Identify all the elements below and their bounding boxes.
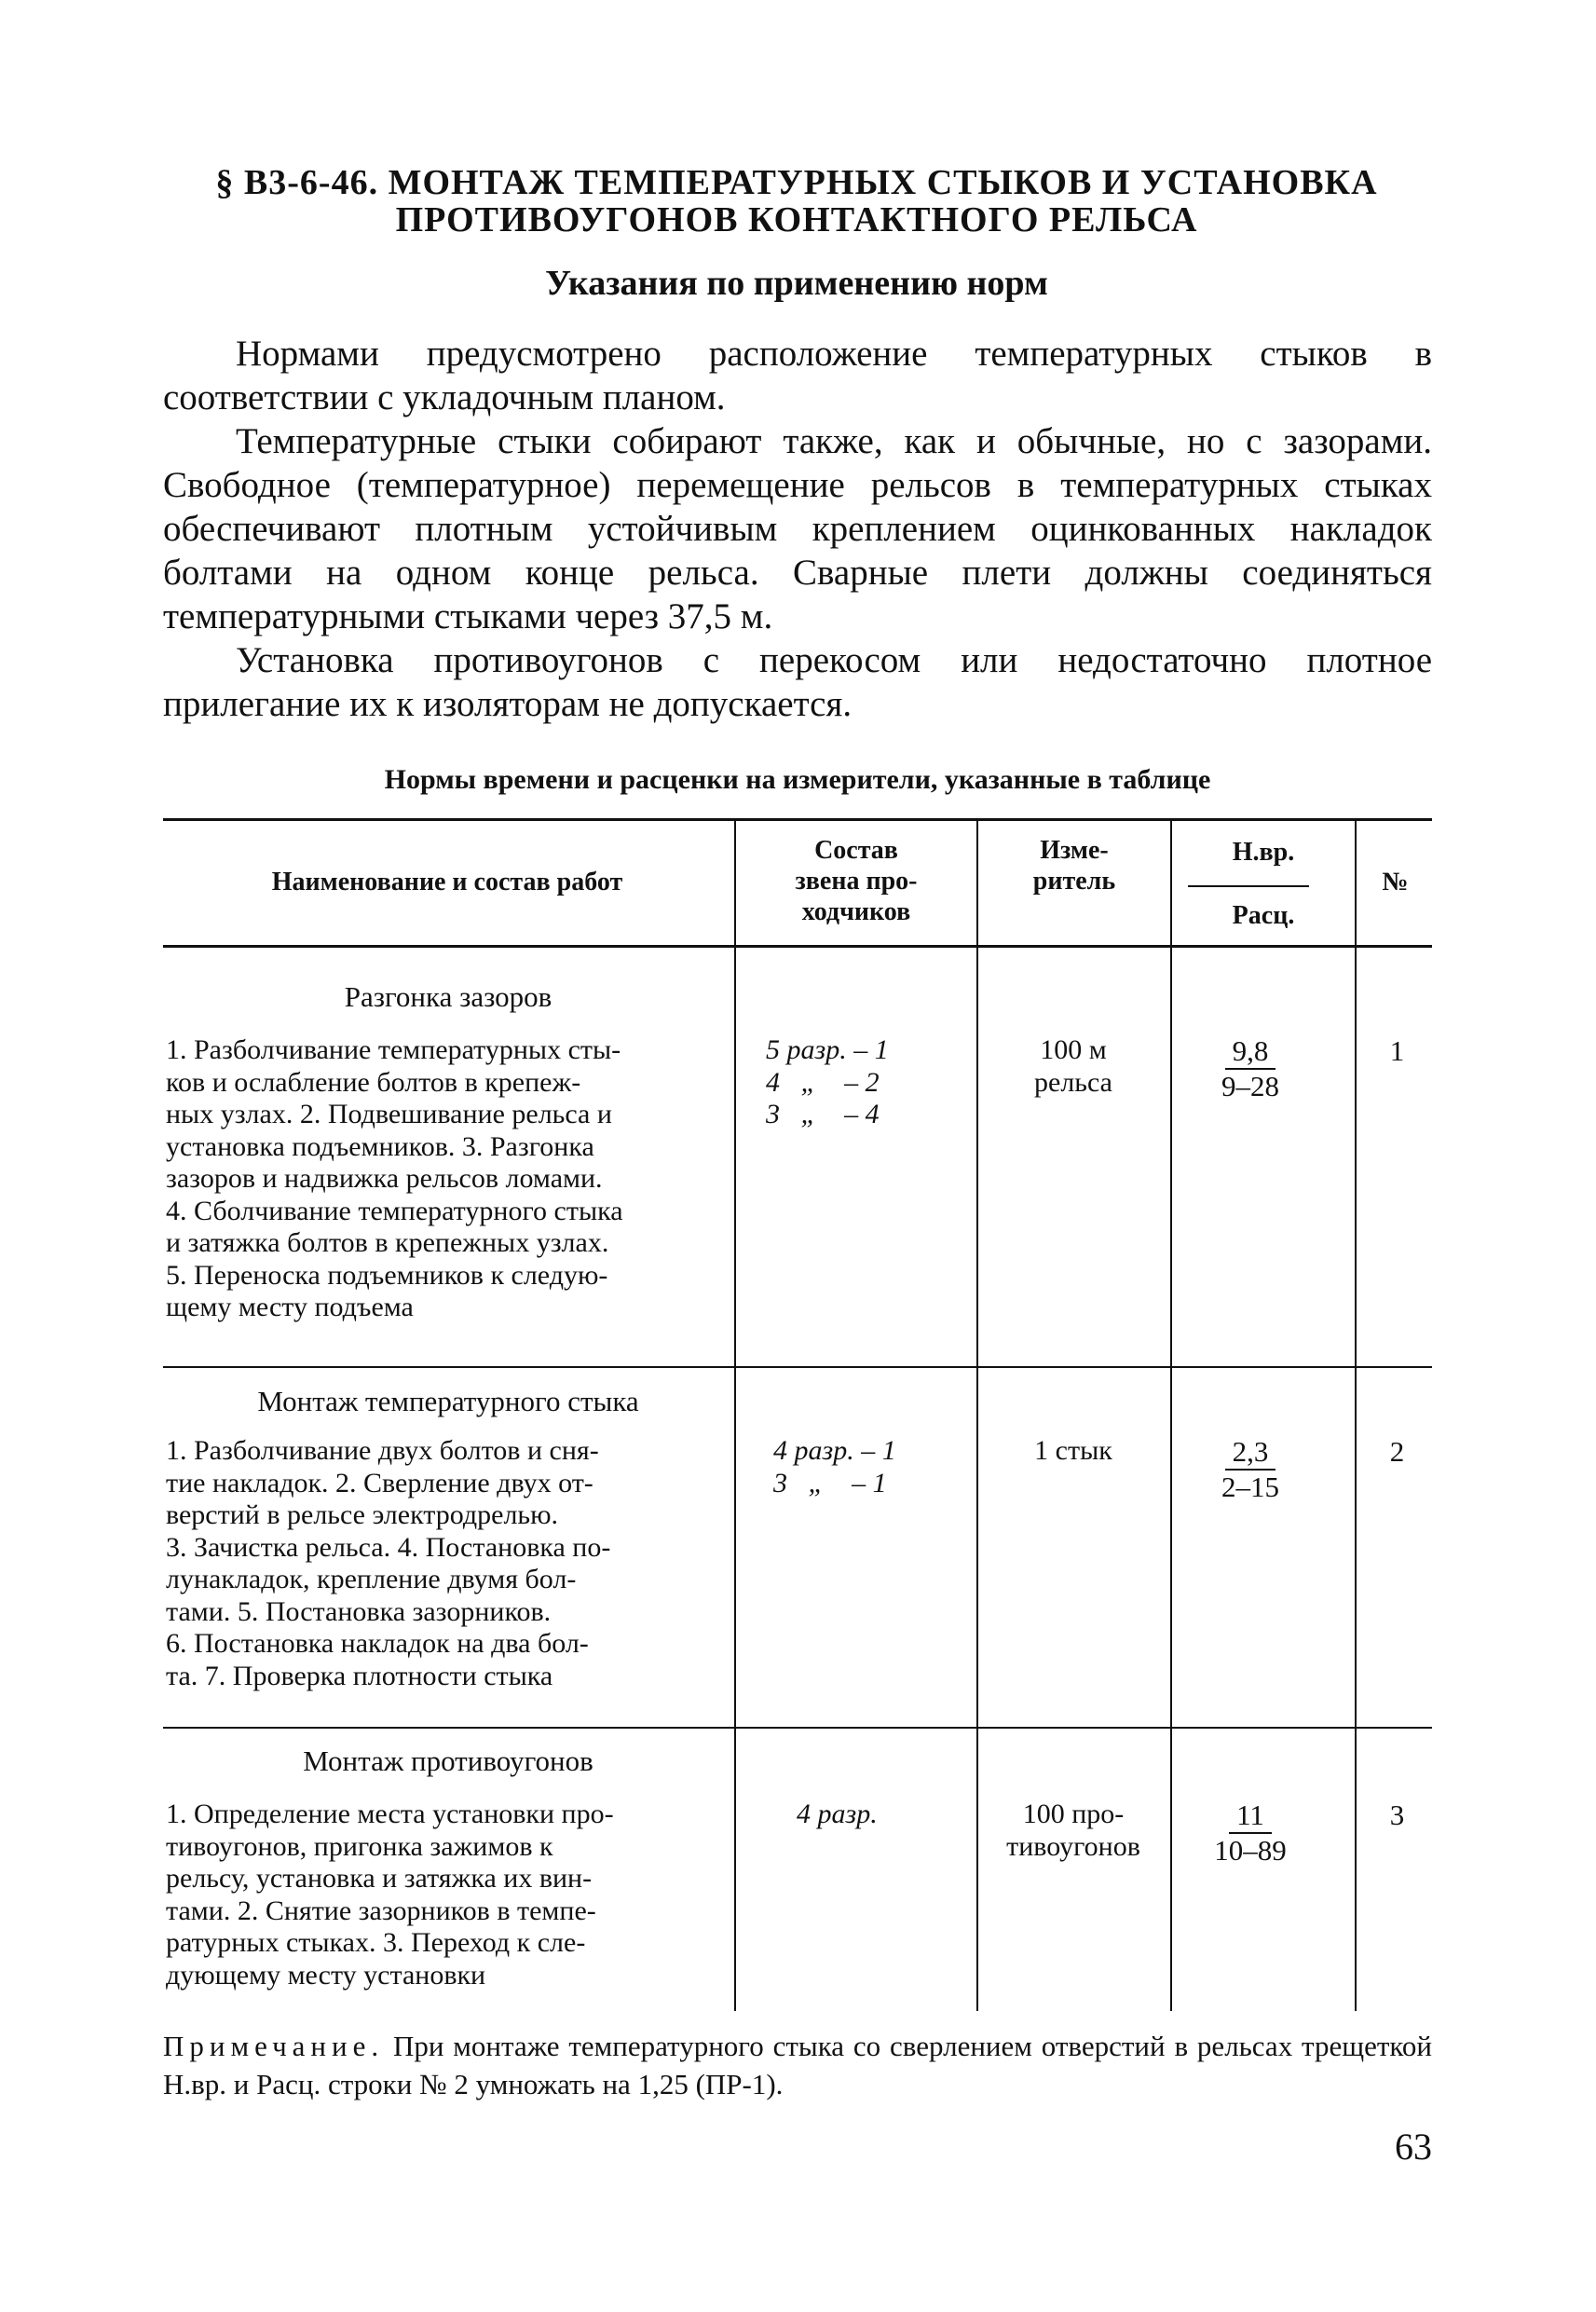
page-number: 63 xyxy=(1395,2126,1432,2168)
note-text: При монтаже температурного стыка со сверлением отверстий в рельсах трещеткой Н.вр. и Расц. строки № 2 умножать на 1,25 (ПР-1). xyxy=(163,2030,1432,2100)
section-title-line-2: ПРОТИВОУГОНОВ КОНТАКТНОГО РЕЛЬСА xyxy=(395,200,1198,239)
row-3-norm: 11 xyxy=(1229,1799,1272,1834)
column-rule-1 xyxy=(734,818,736,2011)
column-rule-3 xyxy=(1170,818,1172,2011)
row-2-price: 2–15 xyxy=(1221,1471,1279,1503)
header-norm: Н.вр. xyxy=(1232,838,1295,867)
header-work: Наименование и состав работ xyxy=(271,868,623,896)
row-3-price: 10–89 xyxy=(1214,1834,1287,1867)
row-2-norm-price xyxy=(1176,1435,1325,1504)
paragraph-2: Температурные стыки собирают также, как и обычные, но с зазорами. Свободное (температурное) перемещение рельсов в температурных стыках обеспечивают плотным устойчивым креплением оцинкованных накладок болтами на одном конце рельса. Сварные плети должны соединяться температурными стыками через 37,5 м. xyxy=(163,421,1432,636)
header-crew: Состав звена про- ходчиков xyxy=(795,836,918,926)
row-1-price: 9–28 xyxy=(1221,1070,1279,1102)
row-2-section-heading: Монтаж температурного стыка xyxy=(257,1385,639,1417)
column-rule-4 xyxy=(1355,818,1357,2011)
table-header-rule xyxy=(163,945,1432,948)
norm-header-divider xyxy=(1188,885,1309,887)
row-1-work-description: 1. Разболчивание температурных сты- ков и ослабление болтов в крепеж- ных узлах. 2. Подвешивание рельса и установка подъемников. 3. Разгонка зазоров и надвижка рельсов ломами. 4. Сболчивание температурного стыка и затяжка болтов в крепежных узлах. 5. Переноска подъемников к следую- щему месту подъема xyxy=(166,1034,623,1322)
note-label: Примечание. xyxy=(163,2030,385,2062)
row-3-crew: 4 разр. xyxy=(783,1799,878,1829)
header-number: № xyxy=(1382,868,1409,896)
row-3-work-description: 1. Определение места установки про- тивоугонов, пригонка зажимов к рельсу, установка и затяжка их вин- тами. 2. Снятие зазорников в темпе- ратурных стыках. 3. Переход к сле- дующему месту установки xyxy=(166,1799,614,1991)
section-subtitle: Указания по применению норм xyxy=(545,264,1048,303)
row-3-unit: 100 про- тивоугонов xyxy=(1006,1799,1140,1862)
paragraph-3: Установка противоугонов с перекосом или недостаточно плотное прилегание их к изоляторам не допускается. xyxy=(163,640,1432,724)
row-1-number: 1 xyxy=(1389,1034,1405,1067)
row-1-norm-price xyxy=(1176,1034,1325,1103)
header-price: Расц. xyxy=(1232,901,1295,930)
row-1-crew: 5 разр. – 1 4 „ – 2 3 „ – 4 xyxy=(766,1034,889,1129)
table-top-rule xyxy=(163,818,1432,821)
row-1-section-heading: Разгонка зазоров xyxy=(344,980,552,1013)
row-divider-2 xyxy=(163,1727,1432,1729)
row-3-norm-price xyxy=(1176,1799,1325,1867)
row-2-crew: 4 разр. – 1 3 „ – 1 xyxy=(773,1435,896,1498)
table-caption: Нормы времени и расценки на измерители, указанные в таблице xyxy=(384,764,1211,795)
paragraph-1: Нормами предусмотрено расположение температурных стыков в соответствии с укладочным планом. xyxy=(163,334,1432,417)
section-title-line-1: § В3-6-46. МОНТАЖ ТЕМПЕРАТУРНЫХ СТЫКОВ И УСТАНОВКА xyxy=(215,163,1378,202)
column-rule-2 xyxy=(976,818,978,2011)
row-2-norm: 2,3 xyxy=(1225,1435,1276,1471)
table-note xyxy=(163,2027,1432,2103)
row-1-unit: 100 м рельса xyxy=(1034,1034,1112,1098)
row-divider-1 xyxy=(163,1366,1432,1368)
row-1-norm: 9,8 xyxy=(1225,1034,1276,1070)
header-unit: Изме- ритель xyxy=(1032,836,1116,896)
row-3-section-heading: Монтаж противоугонов xyxy=(303,1744,593,1777)
row-3-number: 3 xyxy=(1389,1799,1405,1831)
row-2-unit: 1 стык xyxy=(1034,1435,1112,1466)
row-2-work-description: 1. Разболчивание двух болтов и сня- тие накладок. 2. Сверление двух от- верстий в рельсе электродрелью. 3. Зачистка рельса. 4. Постановка по- лунакладок, крепление двумя бол- тами. 5. Постановка зазорников. 6. Постановка накладок на два бол- та. 7. Проверка плотности стыка xyxy=(166,1435,611,1691)
row-2-number: 2 xyxy=(1389,1435,1405,1468)
